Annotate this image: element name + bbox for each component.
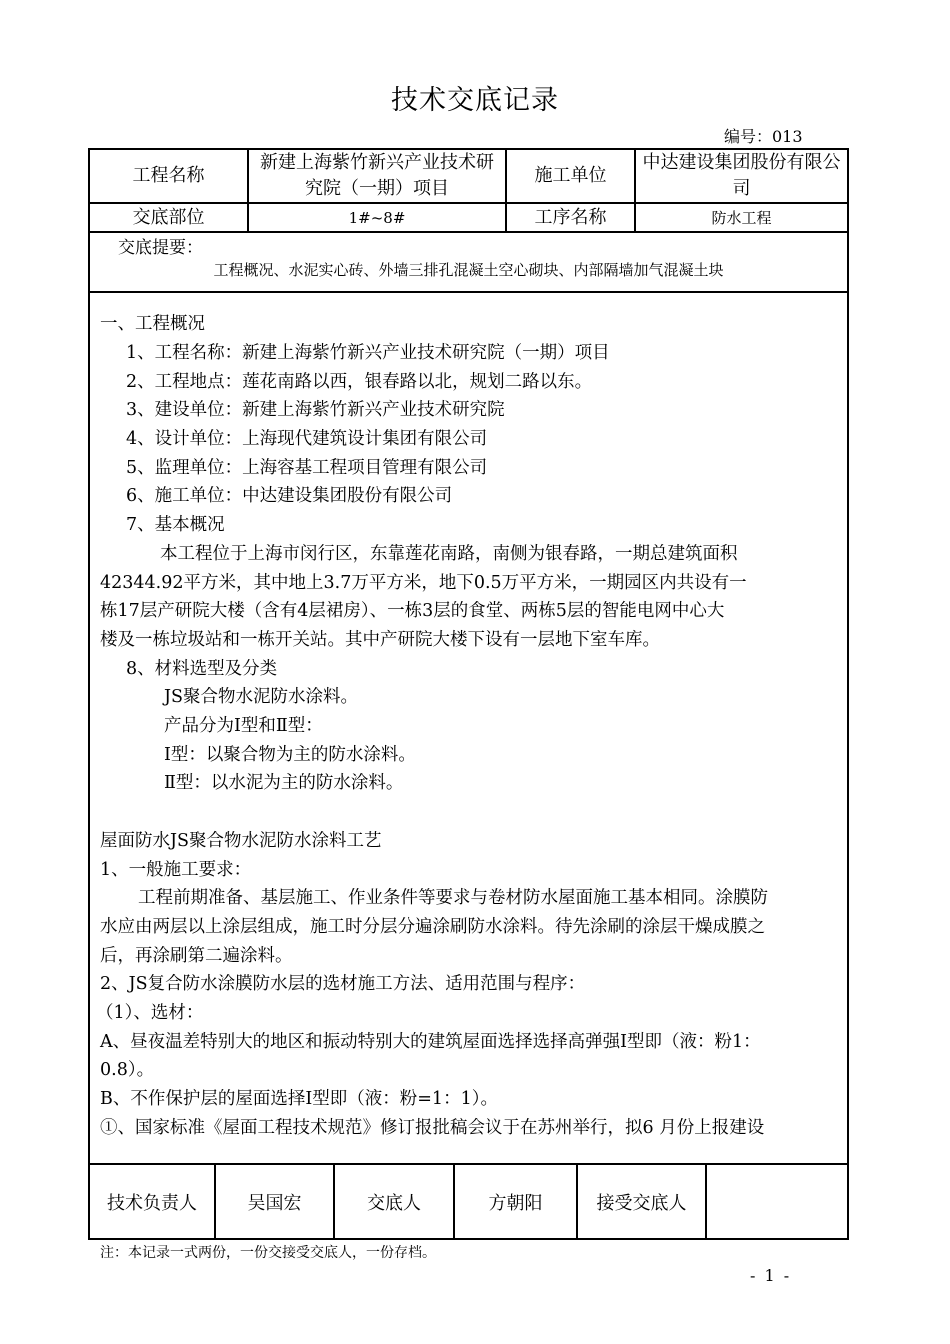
paragraph-line: A、昼夜温差特别大的地区和振动特别大的建筑屋面选择选择高弹强Ⅰ型即（液：粉1： — [100, 1032, 761, 1052]
process-value: 防水工程 — [635, 203, 848, 232]
construction-unit-value: 中达建设集团股份有限公司 — [635, 149, 848, 203]
paragraph-line: 栋17层产研院大楼（含有4层裙房）、一栋3层的食堂、两栋5层的智能电网中心大 — [100, 601, 725, 621]
paragraph-line: 工程前期准备、基层施工、作业条件等要求与卷材防水屋面施工基本相同。涂膜防 — [138, 888, 768, 908]
list-item: 7、基本概况 — [126, 515, 225, 535]
page-number: - 1 - — [750, 1266, 792, 1285]
list-item: 4、设计单位：上海现代建筑设计集团有限公司 — [126, 429, 488, 449]
paragraph-line: Ⅰ型：以聚合物为主的防水涂料。 — [164, 745, 416, 765]
signature-table — [88, 1163, 849, 1240]
document-title: 技术交底记录 — [391, 85, 559, 116]
paragraph-line: 水应由两层以上涂层组成，施工时分层分遍涂刷防水涂料。待先涂刷的涂层干燥成膜之 — [100, 917, 765, 937]
paragraph-line: 42344.92平方米，其中地上3.7万平方米，地下0.5万平方米，一期园区内共设有一 — [100, 573, 747, 593]
receiver-value — [706, 1164, 848, 1239]
section-heading: 屋面防水JS聚合物水泥防水涂料工艺 — [100, 831, 382, 851]
discloser-label: 交底人 — [334, 1164, 454, 1239]
paragraph-line: 后，再涂刷第二遍涂料。 — [100, 946, 293, 966]
location-value: 1#~8# — [248, 203, 506, 232]
summary-section — [88, 231, 849, 293]
paragraph-line: Ⅱ型：以水泥为主的防水涂料。 — [164, 773, 404, 793]
process-label: 工序名称 — [506, 203, 635, 232]
list-item: 2、JS复合防水涂膜防水层的选材施工方法、适用范围与程序： — [100, 974, 586, 994]
paragraph-line: 0.8）。 — [100, 1060, 155, 1080]
summary-text: 工程概况、水泥实心砖、外墙三排孔混凝土空心砌块、内部隔墙加气混凝土块 — [213, 261, 724, 279]
list-item: 1、工程名称：新建上海紫竹新兴产业技术研究院（一期）项目 — [126, 343, 610, 363]
header-table — [88, 148, 849, 233]
project-name-value: 新建上海紫竹新兴产业技术研究院（一期）项目 — [248, 149, 506, 203]
list-item: 5、监理单位：上海容基工程项目管理有限公司 — [126, 458, 488, 478]
serial-number: 编号：013 — [724, 127, 803, 146]
paragraph-line: 本工程位于上海市闵行区，东靠莲花南路，南侧为银春路，一期总建筑面积 — [160, 544, 738, 564]
section-heading: 一、工程概况 — [100, 314, 205, 334]
tech-lead-label: 技术负责人 — [89, 1164, 215, 1239]
tech-lead-value: 吴国宏 — [215, 1164, 334, 1239]
list-item: 8、材料选型及分类 — [126, 659, 278, 679]
discloser-value: 方朝阳 — [454, 1164, 577, 1239]
list-item: 3、建设单位：新建上海紫竹新兴产业技术研究院 — [126, 400, 505, 420]
list-item: 2、工程地点：莲花南路以西，银春路以北，规划二路以东。 — [126, 372, 593, 392]
receiver-label: 接受交底人 — [577, 1164, 706, 1239]
construction-unit-label: 施工单位 — [506, 149, 635, 203]
list-item: （1）、选材： — [96, 1003, 204, 1023]
paragraph-line: JS聚合物水泥防水涂料。 — [164, 687, 359, 707]
location-label: 交底部位 — [89, 203, 248, 232]
paragraph-line: B、不作保护层的屋面选择Ⅰ型即（液：粉=1：1）。 — [100, 1089, 498, 1109]
paragraph-line: 楼及一栋垃圾站和一栋开关站。其中产研院大楼下设有一层地下室车库。 — [100, 630, 660, 650]
paragraph-line: ①、国家标准《屋面工程技术规范》修订报批稿会议于在苏州举行，拟6 月份上报建设 — [100, 1118, 765, 1138]
list-item: 1、一般施工要求： — [100, 860, 252, 880]
summary-label: 交底提要： — [118, 238, 203, 258]
paragraph-line: 产品分为Ⅰ型和Ⅱ型： — [164, 716, 323, 736]
footnote: 注：本记录一式两份，一份交接受交底人，一份存档。 — [100, 1245, 436, 1261]
project-name-label: 工程名称 — [89, 149, 248, 203]
list-item: 6、施工单位：中达建设集团股份有限公司 — [126, 486, 453, 506]
content-section — [88, 293, 849, 1163]
